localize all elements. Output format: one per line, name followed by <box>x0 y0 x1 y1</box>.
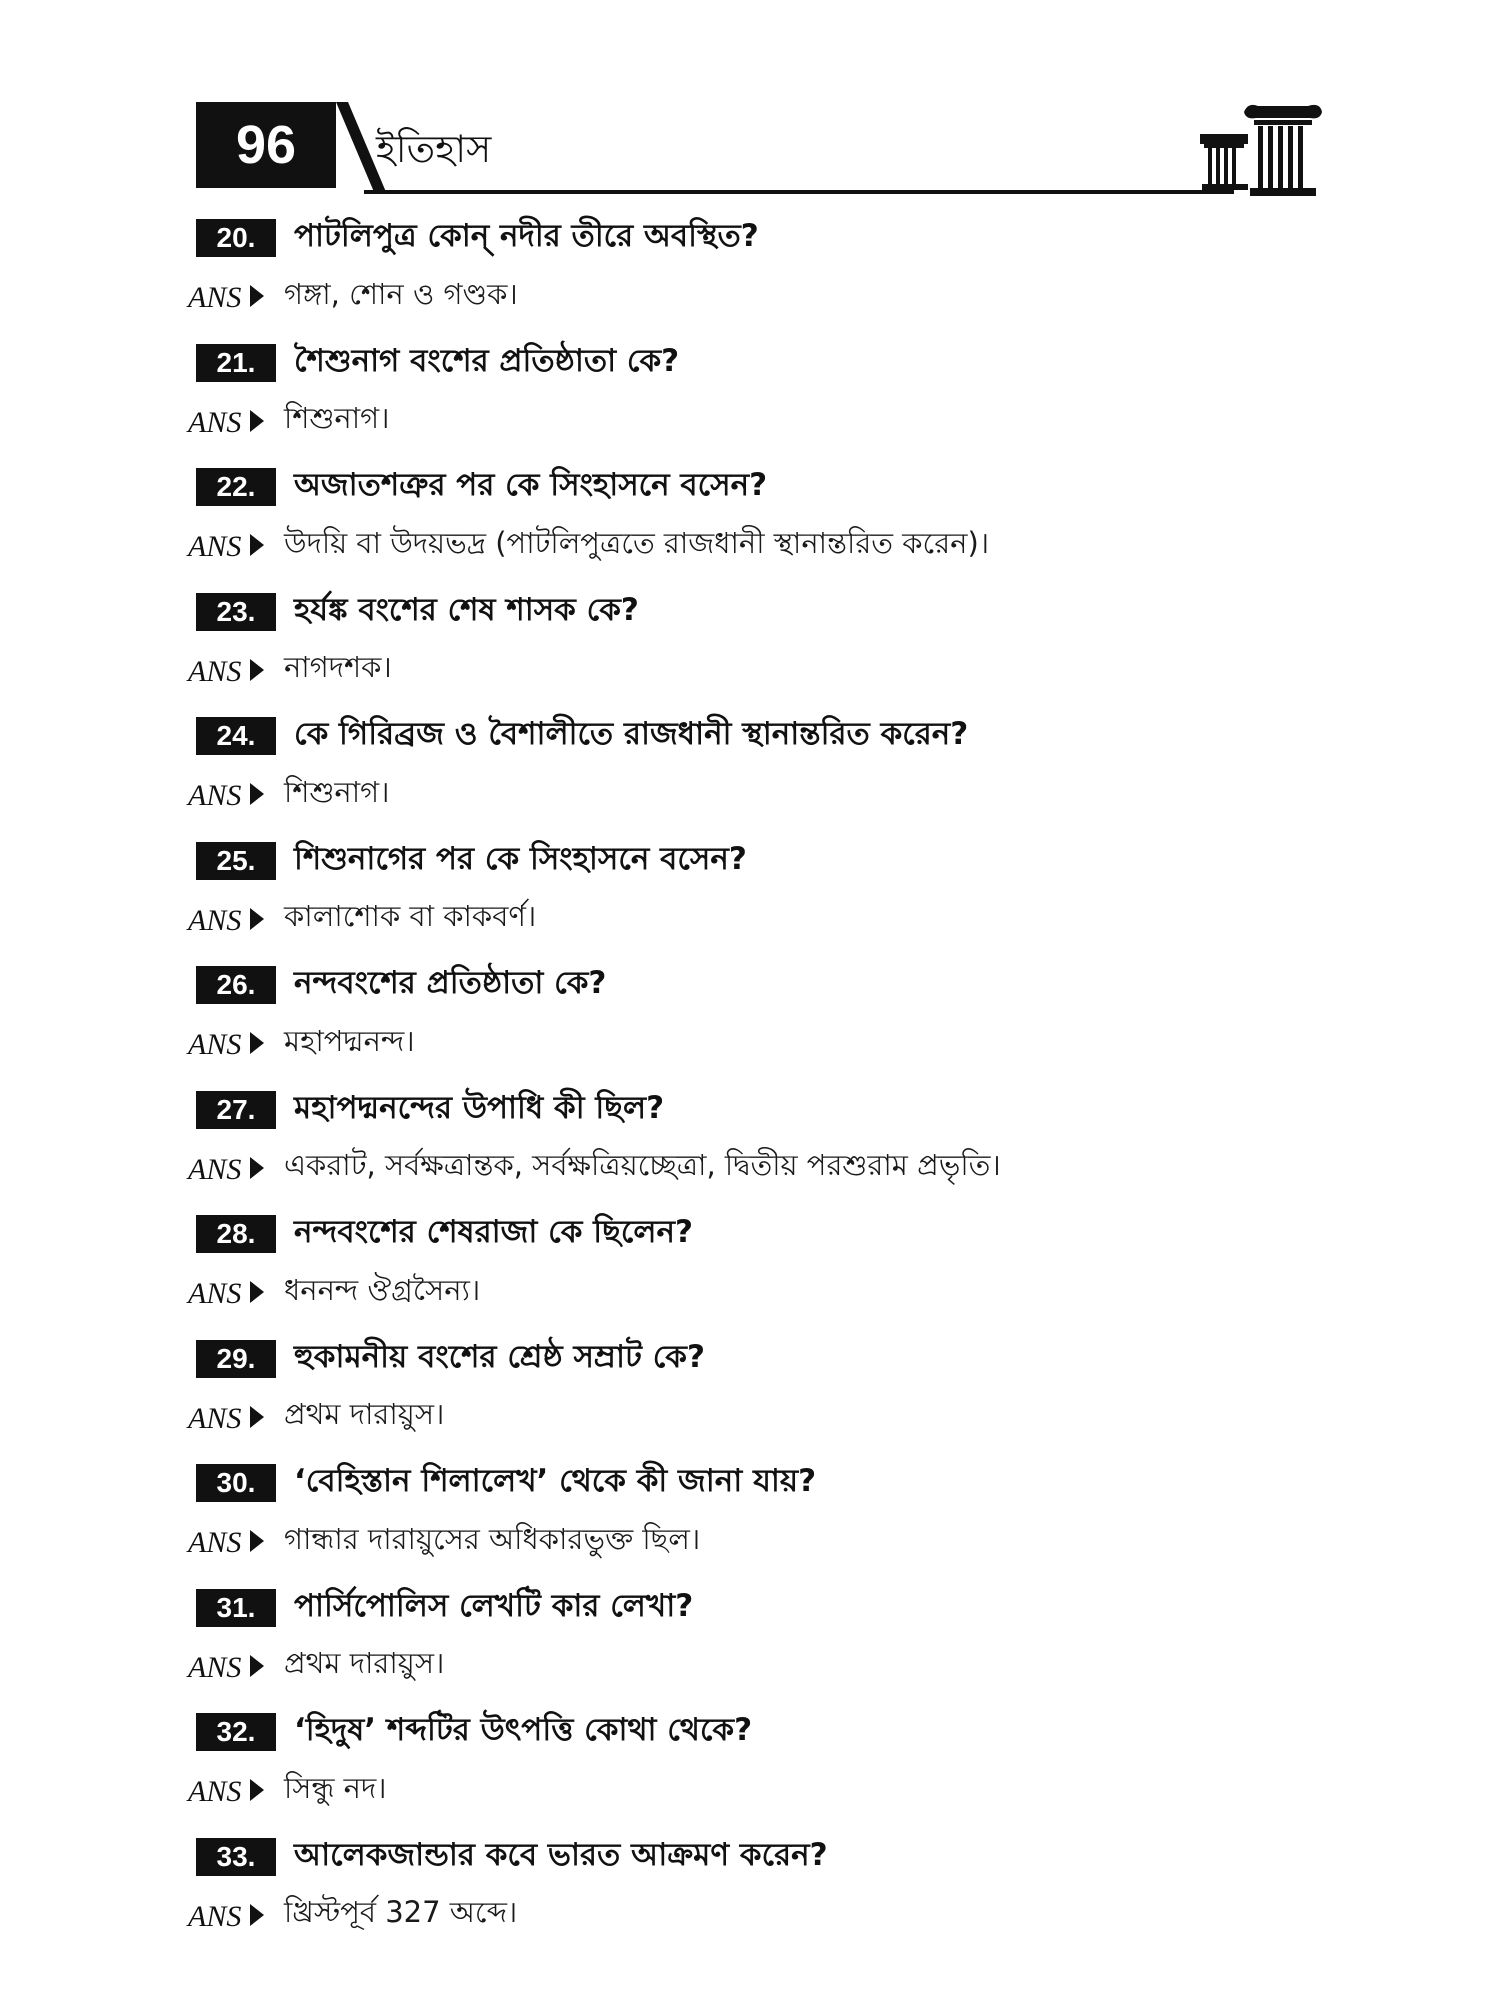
question-number: 25. <box>196 842 276 880</box>
ans-arrow-icon <box>186 1518 268 1564</box>
ans-arrow-icon <box>186 398 268 444</box>
question-text: শিশুনাগের পর কে সিংহাসনে বসেন? <box>294 840 747 877</box>
page-number: 96 <box>196 102 336 188</box>
ans-arrow-icon <box>186 1145 268 1191</box>
qa-item <box>188 1580 1326 1705</box>
qa-item <box>188 1704 1326 1829</box>
answer-text: প্রথম দারায়ুস। <box>284 1397 445 1431</box>
answer-text: ধননন্দ ঔগ্রসৈন্য। <box>284 1272 481 1307</box>
question-number: 33. <box>196 1838 276 1876</box>
answer-row <box>186 1513 700 1569</box>
question-text: নন্দবংশের প্রতিষ্ঠাতা কে? <box>294 965 607 1001</box>
ans-arrow-icon <box>186 273 268 319</box>
question-row <box>196 1082 664 1138</box>
answer-text: নাগদশক। <box>284 650 392 684</box>
qa-item <box>188 833 1326 958</box>
ans-arrow-icon <box>186 1767 268 1813</box>
question-text: অজাতশত্রুর পর কে সিংহাসনে বসেন? <box>294 467 768 503</box>
ans-label: ANS <box>188 903 242 937</box>
answer-text: উদয়ি বা উদয়ভদ্র (পাটলিপুত্রতে রাজধানী স্থানান্তরিত করেন)। <box>284 525 990 560</box>
question-text: আলেকজান্ডার কবে ভারত আক্রমণ করেন? <box>294 1836 828 1873</box>
question-number: 21. <box>196 344 276 382</box>
question-text: পার্সিপোলিস লেখটি কার লেখা? <box>294 1587 694 1624</box>
answer-text: গঙ্গা, শোন ও গণ্ডক। <box>284 276 518 311</box>
question-row <box>196 1455 816 1511</box>
qa-item <box>188 1331 1326 1456</box>
answer-text: গান্ধার দারায়ুসের অধিকারভুক্ত ছিল। <box>284 1521 701 1556</box>
qa-item <box>188 708 1326 833</box>
answer-text: খ্রিস্টপূর্ব 327 অব্দে। <box>284 1895 518 1929</box>
answer-text: শিশুনাগ। <box>284 401 390 435</box>
answer-row <box>186 642 392 698</box>
answer-row <box>186 517 989 573</box>
question-text: মহাপদ্মনন্দের উপাধি কী ছিল? <box>294 1089 665 1126</box>
question-number: 23. <box>196 593 276 631</box>
question-number: 24. <box>196 717 276 755</box>
answer-row <box>186 1389 444 1445</box>
page-header <box>196 100 1326 200</box>
qa-item <box>188 1455 1326 1580</box>
answer-row <box>186 766 390 822</box>
question-text: পাটলিপুত্র কোন্‌ নদীর তীরে অবস্থিত? <box>294 218 759 254</box>
answer-text: একরাট, সর্বক্ষত্রান্তক, সর্বক্ষত্রিয়চ্ছেত্রা, দ্বিতীয় পরশুরাম প্রভৃতি। <box>284 1148 1001 1182</box>
question-number: 26. <box>196 966 276 1004</box>
ans-label: ANS <box>188 1526 242 1559</box>
question-row <box>196 1331 705 1387</box>
ans-label: ANS <box>188 405 242 439</box>
ans-label: ANS <box>188 1899 242 1933</box>
ans-label: ANS <box>188 281 242 314</box>
answer-text: প্রথম দারায়ুস। <box>284 1646 445 1680</box>
answer-row <box>186 393 390 449</box>
answer-row <box>186 1264 480 1320</box>
question-row <box>196 459 767 515</box>
question-number: 27. <box>196 1091 276 1129</box>
question-number: 20. <box>196 219 276 257</box>
qa-item <box>188 584 1326 709</box>
ans-label: ANS <box>188 1650 242 1684</box>
question-text: হুকামনীয় বংশের শ্রেষ্ঠ সম্রাট কে? <box>294 1338 705 1375</box>
ans-arrow-icon <box>186 771 268 817</box>
ans-label: ANS <box>188 1775 242 1808</box>
question-text: কে গিরিব্রজ ও বৈশালীতে রাজধানী স্থানান্তরিত করেন? <box>294 716 969 752</box>
question-number: 30. <box>196 1464 276 1502</box>
question-row <box>196 584 639 640</box>
ans-arrow-icon <box>186 1020 268 1066</box>
qa-item <box>188 1829 1326 1954</box>
answer-row <box>186 1638 444 1694</box>
qa-item <box>188 1206 1326 1331</box>
answer-text: কালাশোক বা কাকবর্ণ। <box>284 899 537 933</box>
question-text: নন্দবংশের শেষরাজা কে ছিলেন? <box>294 1214 693 1250</box>
question-answer-list <box>188 210 1326 1953</box>
ans-label: ANS <box>188 1028 242 1061</box>
question-row <box>196 957 606 1013</box>
qa-item <box>188 210 1326 335</box>
ans-arrow-icon <box>186 1643 268 1689</box>
answer-row <box>186 268 518 324</box>
ans-label: ANS <box>188 779 242 812</box>
qa-item <box>188 335 1326 460</box>
question-text: হর্যঙ্ক বংশের শেষ শাসক কে? <box>294 591 639 628</box>
ans-arrow-icon <box>186 647 268 693</box>
qa-item <box>188 1082 1326 1207</box>
question-row <box>196 1704 752 1760</box>
question-row <box>196 1829 828 1885</box>
question-number: 32. <box>196 1713 276 1751</box>
ans-arrow-icon <box>186 1892 268 1938</box>
question-row <box>196 1580 693 1636</box>
qa-item <box>188 459 1326 584</box>
answer-row <box>186 1015 415 1071</box>
qa-item <box>188 957 1326 1082</box>
answer-text: শিশুনাগ। <box>284 774 390 809</box>
answer-text: মহাপদ্মনন্দ। <box>284 1023 415 1058</box>
ans-arrow-icon <box>186 896 268 942</box>
ans-label: ANS <box>188 530 242 563</box>
answer-row <box>186 1140 1001 1196</box>
question-text: শৈশুনাগ বংশের প্রতিষ্ঠাতা কে? <box>294 342 680 379</box>
question-number: 28. <box>196 1215 276 1253</box>
answer-row <box>186 1762 387 1818</box>
ans-label: ANS <box>188 654 242 688</box>
question-number: 31. <box>196 1589 276 1627</box>
question-text: ‘বেহিস্তান শিলালেখ’ থেকে কী জানা যায়? <box>294 1463 817 1499</box>
ans-label: ANS <box>188 1401 242 1435</box>
pillar-icon <box>1196 100 1326 200</box>
question-row <box>196 833 747 889</box>
ans-arrow-icon <box>186 1269 268 1315</box>
answer-text: সিন্ধু নদ। <box>284 1770 387 1805</box>
question-number: 29. <box>196 1340 276 1378</box>
chapter-title: ইতিহাস <box>376 127 492 171</box>
question-row <box>196 210 759 266</box>
ans-arrow-icon <box>186 1394 268 1440</box>
question-row <box>196 708 968 764</box>
question-number: 22. <box>196 468 276 506</box>
question-row <box>196 335 679 391</box>
question-row <box>196 1206 693 1262</box>
question-text: ‘হিদুষ’ শব্দটির উৎপত্তি কোথা থেকে? <box>294 1712 753 1748</box>
ans-arrow-icon <box>186 522 268 568</box>
answer-row <box>186 891 536 947</box>
ans-label: ANS <box>188 1277 242 1310</box>
ans-label: ANS <box>188 1152 242 1186</box>
header-rule <box>364 190 1234 194</box>
answer-row <box>186 1887 517 1943</box>
